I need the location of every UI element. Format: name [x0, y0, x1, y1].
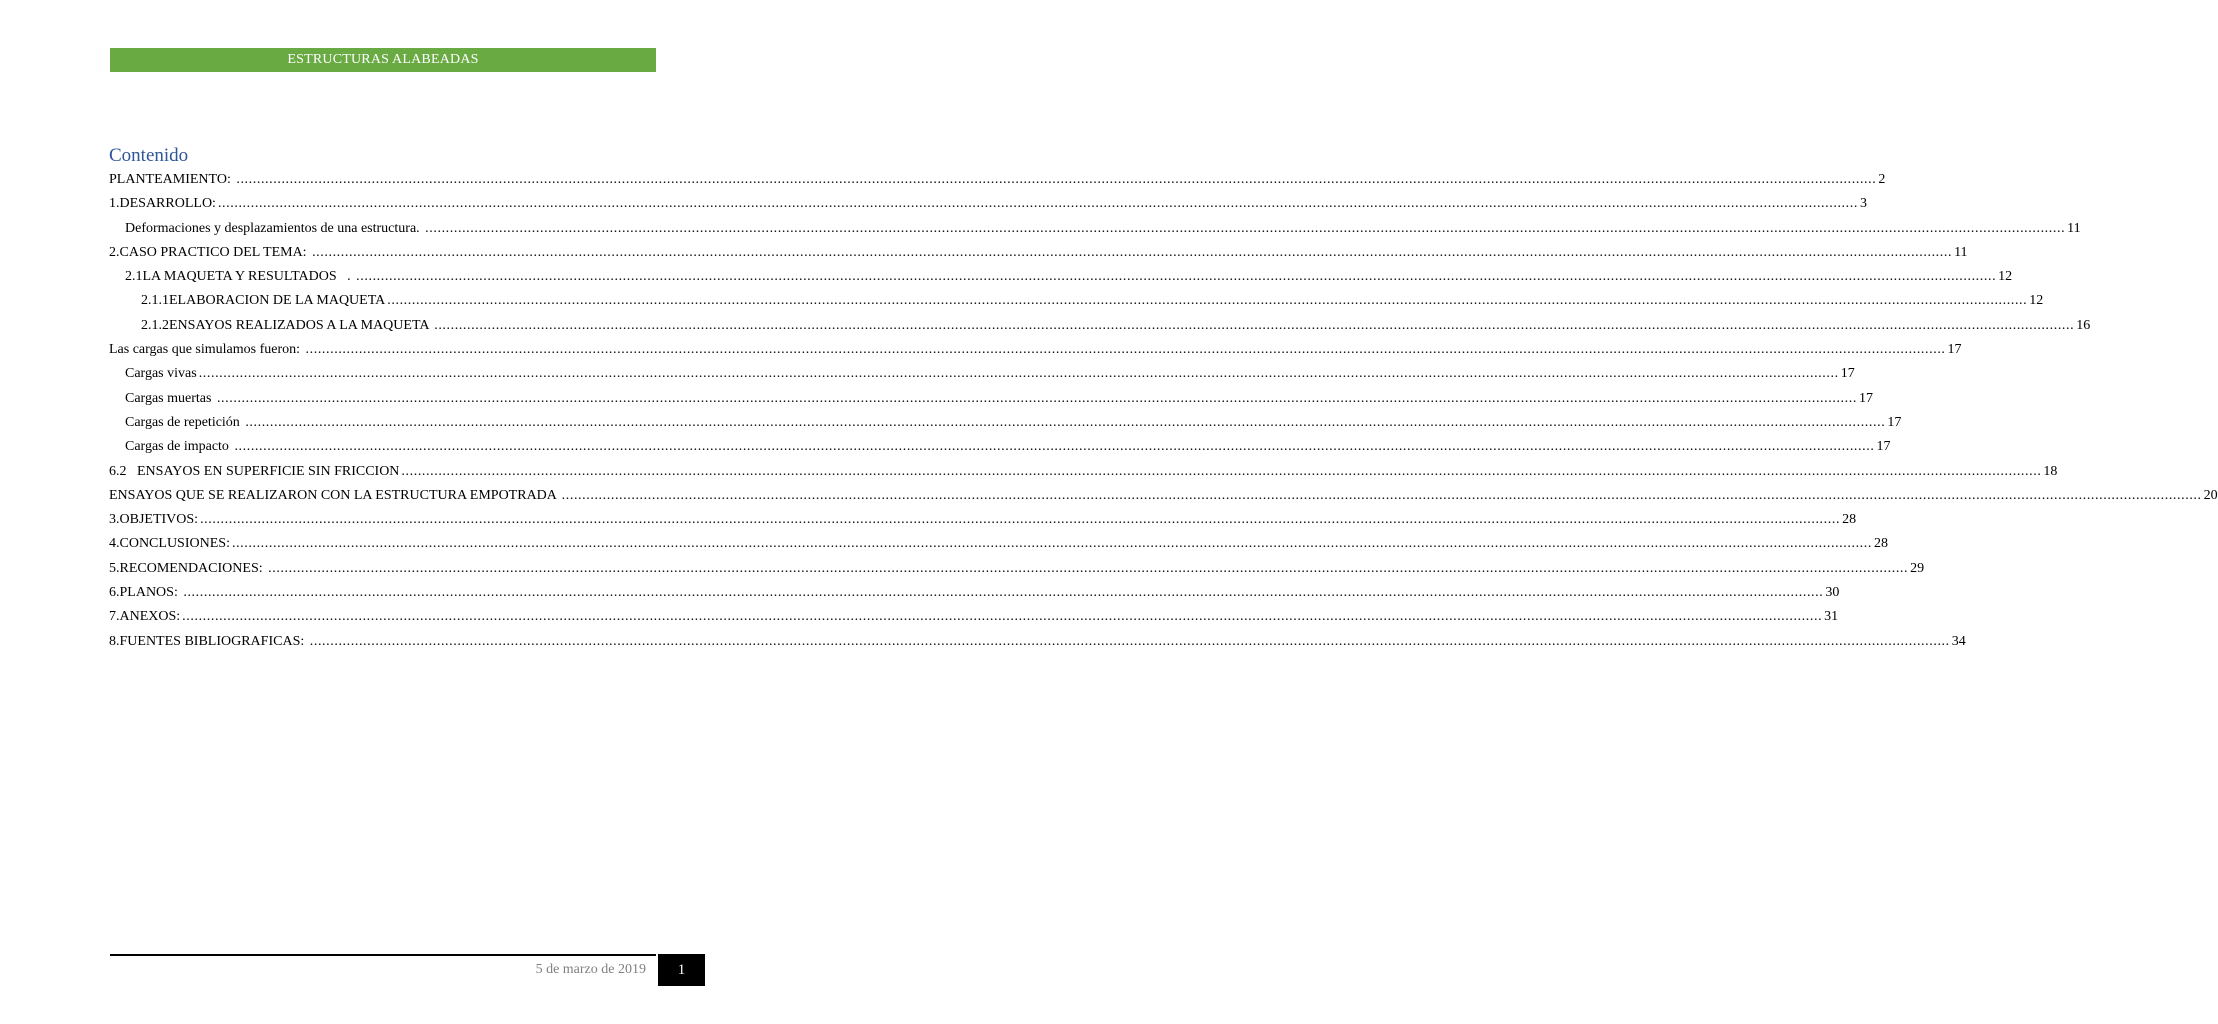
toc-dot-leader: ................................................................................................................................................................................................................................................................................................................................................................................................................: [234, 439, 1875, 455]
toc-entry-page: 17: [1876, 439, 1891, 455]
toc-entry-page: 16: [2076, 317, 2091, 333]
toc-entry-label: ANEXOS:: [119, 609, 181, 625]
toc-entry[interactable]: [109, 266, 2013, 290]
toc-entry-label: ELABORACION DE LA MAQUETA: [169, 293, 386, 309]
toc-dot-leader: ................................................................................................................................................................................................................................................................................................................................................................................................................: [236, 172, 1877, 187]
toc-entry-label: CONCLUSIONES:: [119, 536, 230, 552]
toc-entry-page: 34: [1951, 633, 1966, 649]
toc-entry-label: ENSAYOS EN SUPERFICIE SIN FRICCION: [126, 463, 400, 479]
toc-entry-label: LA MAQUETA Y RESULTADOS .: [142, 269, 355, 285]
toc-entry-label: ENSAYOS REALIZADOS A LA MAQUETA: [169, 317, 433, 333]
toc-dot-leader: ................................................................................................................................................................................................................................................................................................................................................................................................................: [425, 220, 2066, 236]
toc-dot-leader: ................................................................................................................................................................................................................................................................................................................................................................................................................: [198, 366, 1839, 382]
toc-entry[interactable]: [109, 412, 1902, 436]
toc-entry[interactable]: [109, 169, 1886, 193]
toc-entry-label: PLANTEAMIENTO:: [109, 172, 235, 187]
page-number-box: [658, 954, 705, 986]
toc-entry-label: PLANOS:: [119, 585, 182, 601]
toc-entry-page: 20: [2203, 487, 2218, 503]
toc-entry-label: CASO PRACTICO DEL TEMA:: [119, 244, 311, 260]
toc-dot-leader: ................................................................................................................................................................................................................................................................................................................................................................................................................: [312, 244, 1953, 260]
toc-entry[interactable]: [109, 461, 2058, 485]
toc-entry-label: RECOMENDACIONES:: [119, 560, 267, 576]
toc-entry-number: 8.: [109, 633, 120, 649]
toc-entry-label: Cargas de repetición: [125, 414, 244, 430]
toc-entry[interactable]: [109, 485, 2218, 509]
toc-dot-leader: ................................................................................................................................................................................................................................................................................................................................................................................................................: [231, 536, 1872, 552]
toc-entry[interactable]: [109, 315, 2091, 339]
toc-entry-page: 28: [1842, 512, 1857, 528]
toc-dot-leader: ................................................................................................................................................................................................................................................................................................................................................................................................................: [305, 342, 1946, 358]
toc-entry-page: 11: [2067, 220, 2081, 236]
toc-entry[interactable]: [109, 193, 1867, 217]
toc-entry[interactable]: [109, 242, 1968, 266]
toc-entry[interactable]: [109, 631, 1966, 655]
footer-date: 5 de marzo de 2019: [535, 962, 646, 977]
toc-dot-leader: ................................................................................................................................................................................................................................................................................................................................................................................................................: [217, 196, 1858, 212]
toc-entry[interactable]: [109, 218, 2081, 242]
toc-dot-leader: ................................................................................................................................................................................................................................................................................................................................................................................................................: [268, 560, 1909, 576]
toc-entry[interactable]: [109, 363, 1855, 387]
toc-entry-label: Cargas vivas: [125, 366, 197, 382]
toc-entry[interactable]: [109, 290, 2044, 314]
toc-dot-leader: ................................................................................................................................................................................................................................................................................................................................................................................................................: [356, 269, 1997, 285]
toc-dot-leader: ................................................................................................................................................................................................................................................................................................................................................................................................................: [434, 317, 2075, 333]
toc-entry-number: 6.: [109, 585, 120, 601]
toc-entry-label: Cargas de impacto: [125, 439, 233, 455]
toc-dot-leader: ................................................................................................................................................................................................................................................................................................................................................................................................................: [216, 390, 1857, 406]
header-title: ESTRUCTURAS ALABEADAS: [287, 52, 479, 67]
toc-entry-page: 30: [1825, 585, 1840, 601]
toc-entry-page: 29: [1910, 560, 1925, 576]
toc-entry-page: 31: [1824, 609, 1839, 625]
footer-divider: [110, 954, 656, 956]
toc-entry-page: 12: [2029, 293, 2044, 309]
toc-entry-page: 17: [1840, 366, 1855, 382]
toc-entry-page: 2: [1878, 172, 1886, 187]
toc-entry[interactable]: [109, 339, 1962, 363]
toc-entry-label: Las cargas que simulamos fueron:: [109, 342, 304, 358]
toc-entry-label: ENSAYOS QUE SE REALIZARON CON LA ESTRUCTURA EMPOTRADA: [109, 487, 560, 503]
toc-entry-label: Deformaciones y desplazamientos de una estructura.: [125, 220, 424, 236]
page-number: 1: [677, 962, 686, 978]
toc-entry-number: 7.: [109, 609, 120, 625]
toc-entry[interactable]: [109, 533, 1888, 557]
toc-entry-page: 18: [2043, 463, 2058, 479]
toc-entry-page: 17: [1887, 414, 1902, 430]
toc-dot-leader: ................................................................................................................................................................................................................................................................................................................................................................................................................: [183, 585, 1824, 601]
toc-entry[interactable]: [109, 509, 1857, 533]
toc-entry[interactable]: [109, 558, 1925, 582]
toc-title: Contenido: [109, 145, 189, 166]
toc-entry-label: FUENTES BIBLIOGRAFICAS:: [119, 633, 308, 649]
toc-entry-number: 5.: [109, 560, 120, 576]
toc-entry-number: 1.: [109, 196, 120, 212]
toc-entry-number: 3.: [109, 512, 120, 528]
table-of-contents: [109, 169, 2218, 655]
toc-entry[interactable]: [109, 436, 1891, 460]
toc-entry-label: OBJETIVOS:: [119, 512, 199, 528]
toc-entry-label: Cargas muertas: [125, 390, 215, 406]
toc-entry-number: 2.1.2: [141, 317, 169, 333]
toc-entry-page: 17: [1858, 390, 1873, 406]
toc-dot-leader: ................................................................................................................................................................................................................................................................................................................................................................................................................: [245, 414, 1886, 430]
toc-dot-leader: ................................................................................................................................................................................................................................................................................................................................................................................................................: [401, 463, 2042, 479]
toc-entry-page: 17: [1947, 342, 1962, 358]
toc-entry-page: 28: [1873, 536, 1888, 552]
toc-dot-leader: ................................................................................................................................................................................................................................................................................................................................................................................................................: [182, 609, 1823, 625]
toc-entry-page: 11: [1954, 244, 1968, 260]
toc-dot-leader: ................................................................................................................................................................................................................................................................................................................................................................................................................: [387, 293, 2028, 309]
toc-dot-leader: ................................................................................................................................................................................................................................................................................................................................................................................................................: [561, 487, 2202, 503]
toc-entry-number: 2.1.1: [141, 293, 169, 309]
toc-entry-page: 12: [1998, 269, 2013, 285]
toc-dot-leader: ................................................................................................................................................................................................................................................................................................................................................................................................................: [200, 512, 1841, 528]
toc-entry-number: 4.: [109, 536, 120, 552]
toc-dot-leader: ................................................................................................................................................................................................................................................................................................................................................................................................................: [309, 633, 1950, 649]
toc-entry[interactable]: [109, 606, 1839, 630]
toc-entry-label: DESARROLLO:: [119, 196, 216, 212]
toc-entry-number: 6.2: [109, 463, 127, 479]
toc-entry-number: 2.: [109, 244, 120, 260]
toc-entry[interactable]: [109, 582, 1840, 606]
toc-entry-number: 2.1: [125, 269, 143, 285]
toc-entry[interactable]: [109, 388, 1873, 412]
document-header: [110, 48, 656, 72]
toc-entry-page: 3: [1859, 196, 1867, 212]
